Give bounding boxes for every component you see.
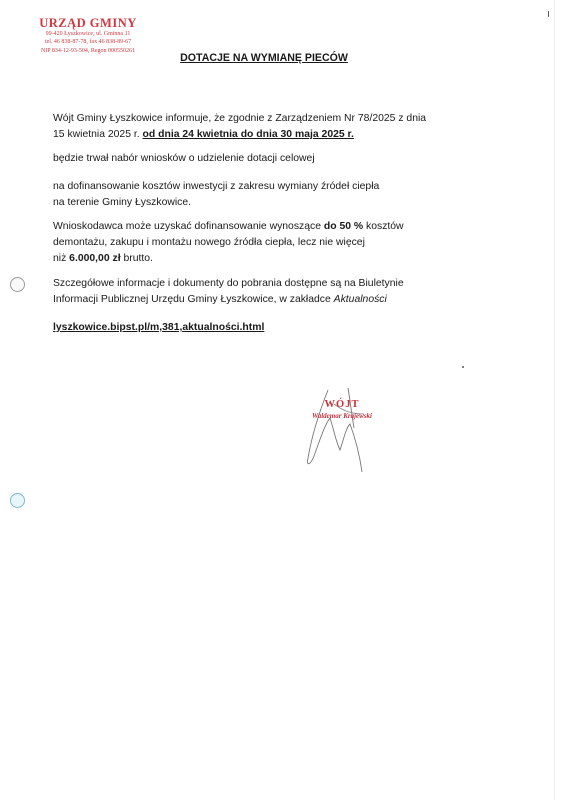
punch-hole-top: [10, 277, 25, 292]
punch-hole-bottom: [10, 493, 25, 508]
stamp-address: 99-420 Łyszkowice, ul. Gminna 11: [45, 31, 131, 37]
application-period: od dnia 24 kwietnia do dnia 30 maja 2025 r.: [142, 129, 354, 140]
amount-line-3: [53, 251, 404, 267]
details-text: Informacji Publicznej Urzędu Gminy Łyszkowice, w zakładce: [53, 294, 334, 305]
mayor-name: Waldemar Krajewski: [312, 412, 372, 420]
decree-date: 15 kwietnia 2025 r.: [53, 129, 143, 140]
purpose-line-1: na dofinansowanie kosztów inwestycji z zakresu wymiany źródeł ciepła: [53, 181, 380, 192]
intro-line-2: [53, 127, 426, 143]
paragraph-amount: [53, 219, 404, 267]
link-paragraph: [53, 320, 264, 336]
recruitment-line: będzie trwał nabór wniosków o udzielenie dotacji celowej: [53, 153, 315, 164]
percent-value: do 50 %: [323, 221, 364, 232]
limit-value: 6.000,00 zł: [69, 253, 121, 264]
purpose-line-2: na terenie Gminy Łyszkowice.: [53, 197, 192, 208]
amount-text-end: kosztów: [363, 221, 404, 232]
office-stamp: [22, 16, 154, 55]
intro-line-1: Wójt Gminy Łyszkowice informuje, że zgodnie z Zarządzeniem Nr 78/2025 z dnia: [53, 113, 427, 124]
stamp-ids: NIP 834-12-93-504, Regon 000550261: [40, 47, 136, 54]
details-line-1: Szczegółowe informacje i dokumenty do pobrania dostępne są na Biuletynie: [53, 278, 404, 289]
mayor-title: WÓJT: [324, 399, 360, 410]
amount-text: Wnioskodawca może uzyskać dofinansowanie wynoszące: [53, 221, 324, 232]
details-line-2: [53, 292, 404, 308]
limit-prefix: niż: [53, 253, 70, 264]
speck: [462, 366, 464, 368]
paragraph-intro: [53, 111, 426, 143]
handwritten-signature: [290, 380, 410, 480]
amount-line-1: [53, 219, 404, 235]
document-title: DOTACJE NA WYMIANĘ PIECÓW: [180, 52, 348, 64]
speck: [548, 11, 549, 17]
paragraph-details: [53, 276, 404, 308]
page-edge: [554, 0, 555, 800]
bip-link[interactable]: lyszkowice.bipst.pl/m,381,aktualności.html: [53, 322, 265, 333]
stamp-office-name: URZĄD GMINY: [39, 16, 137, 30]
paragraph-recruitment: [53, 151, 315, 167]
news-tab-name: Aktualności: [333, 294, 387, 305]
mayor-stamp: [296, 398, 388, 421]
stamp-phone: tel. 46 838-87-78, fax 46 838-89-67: [44, 39, 132, 46]
paragraph-purpose: [53, 179, 379, 211]
limit-suffix: brutto.: [120, 253, 153, 264]
amount-line-2: demontażu, zakupu i montażu nowego źródła ciepła, lecz nie więcej: [53, 237, 365, 248]
